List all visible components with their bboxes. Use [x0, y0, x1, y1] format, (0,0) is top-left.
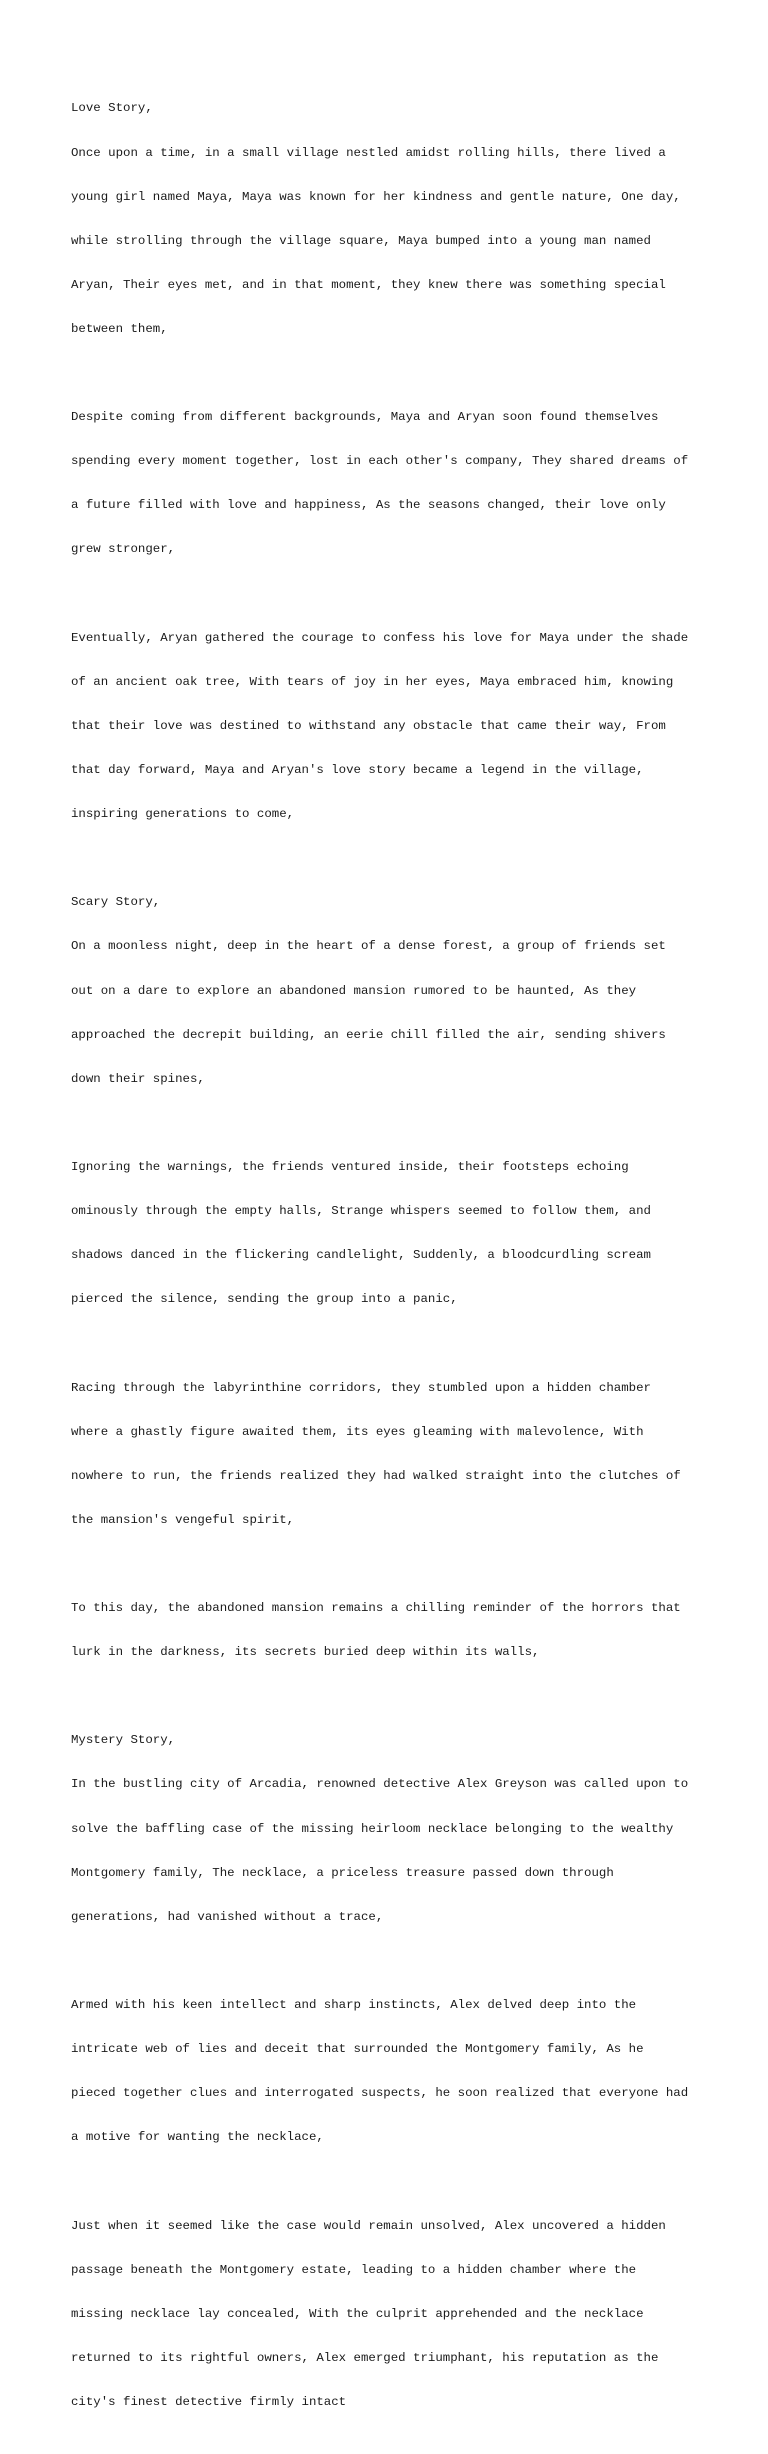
paragraph: [71, 2189, 711, 2439]
paragraph-line: Just when it seemed like the case would remain unsolved, Alex uncovered a hidden: [71, 2218, 666, 2233]
paragraph-line: out on a dare to explore an abandoned mansion rumored to be haunted, As they: [71, 983, 637, 998]
paragraph-line: Ignoring the warnings, the friends ventured inside, their footsteps echoing: [71, 1159, 629, 1174]
paragraph-line: To this day, the abandoned mansion remains a chilling reminder of the horrors that: [71, 1601, 681, 1616]
section-love-story: [71, 72, 711, 366]
paragraph: [71, 381, 711, 587]
paragraph-line: between them,: [71, 321, 168, 336]
paragraph-line: lurk in the darkness, its secrets buried deep within its walls,: [71, 1645, 540, 1660]
paragraph-line: pierced the silence, sending the group into a panic,: [71, 1292, 458, 1307]
paragraph-line: generations, had vanished without a trace,: [71, 1909, 384, 1924]
paragraph: [71, 1572, 711, 1690]
paragraph-line: down their spines,: [71, 1071, 205, 1086]
paragraph-line: a future filled with love and happiness, As the seasons changed, their love only: [71, 498, 666, 513]
paragraph-line: Racing through the labyrinthine corridors, they stumbled upon a hidden chamber: [71, 1380, 651, 1395]
paragraph-line: city's finest detective firmly intact: [71, 2394, 347, 2409]
section-heading: Scary Story,: [71, 895, 161, 910]
paragraph-line: grew stronger,: [71, 542, 176, 557]
section-scary-story: [71, 866, 711, 1116]
paragraph-line: On a moonless night, deep in the heart of a dense forest, a group of friends set: [71, 939, 666, 954]
paragraph: [71, 601, 711, 851]
paragraph-line: In the bustling city of Arcadia, renowned detective Alex Greyson was called upon to: [71, 1777, 689, 1792]
paragraph-line: inspiring generations to come,: [71, 807, 295, 822]
paragraph-line: returned to its rightful owners, Alex emerged triumphant, his reputation as the: [71, 2350, 659, 2365]
paragraph-line: pieced together clues and interrogated suspects, he soon realized that everyone had: [71, 2086, 689, 2101]
paragraph-line: young girl named Maya, Maya was known for her kindness and gentle nature, One day,: [71, 189, 681, 204]
paragraph-line: where a ghastly figure awaited them, its eyes gleaming with malevolence, With: [71, 1424, 644, 1439]
paragraph-line: missing necklace lay concealed, With the culprit apprehended and the necklace: [71, 2306, 644, 2321]
paragraph-line: spending every moment together, lost in each other's company, They shared dreams of: [71, 454, 689, 469]
section-heading: Love Story,: [71, 101, 153, 116]
section-mystery-story: [71, 1704, 711, 1954]
paragraph-line: that day forward, Maya and Aryan's love story became a legend in the village,: [71, 763, 644, 778]
paragraph-line: shadows danced in the flickering candlelight, Suddenly, a bloodcurdling scream: [71, 1248, 651, 1263]
paragraph-line: of an ancient oak tree, With tears of joy in her eyes, Maya embraced him, knowing: [71, 674, 674, 689]
paragraph-line: solve the baffling case of the missing heirloom necklace belonging to the wealthy: [71, 1821, 674, 1836]
paragraph-line: nowhere to run, the friends realized they had walked straight into the clutches of: [71, 1468, 681, 1483]
paragraph-line: Aryan, Their eyes met, and in that moment, they knew there was something special: [71, 277, 666, 292]
paragraph-line: while strolling through the village square, Maya bumped into a young man named: [71, 233, 651, 248]
section-heading: Mystery Story,: [71, 1733, 176, 1748]
paragraph-line: Montgomery family, The necklace, a priceless treasure passed down through: [71, 1865, 614, 1880]
paragraph-line: approached the decrepit building, an eerie chill filled the air, sending shivers: [71, 1027, 666, 1042]
paragraph-line: the mansion's vengeful spirit,: [71, 1512, 295, 1527]
document-page: [71, 72, 711, 2454]
paragraph-line: Despite coming from different backgrounds, Maya and Aryan soon found themselves: [71, 410, 659, 425]
paragraph-line: Armed with his keen intellect and sharp instincts, Alex delved deep into the: [71, 1997, 637, 2012]
paragraph-line: intricate web of lies and deceit that surrounded the Montgomery family, As he: [71, 2042, 644, 2057]
paragraph: [71, 1351, 711, 1557]
paragraph-line: a motive for wanting the necklace,: [71, 2130, 324, 2145]
paragraph: [71, 1131, 711, 1337]
paragraph-line: Once upon a time, in a small village nestled amidst rolling hills, there lived a: [71, 145, 666, 160]
paragraph-line: Eventually, Aryan gathered the courage to confess his love for Maya under the shade: [71, 630, 689, 645]
paragraph-line: that their love was destined to withstand any obstacle that came their way, From: [71, 718, 666, 733]
paragraph-line: ominously through the empty halls, Strange whispers seemed to follow them, and: [71, 1204, 651, 1219]
paragraph: [71, 1969, 711, 2175]
paragraph-line: passage beneath the Montgomery estate, leading to a hidden chamber where the: [71, 2262, 637, 2277]
